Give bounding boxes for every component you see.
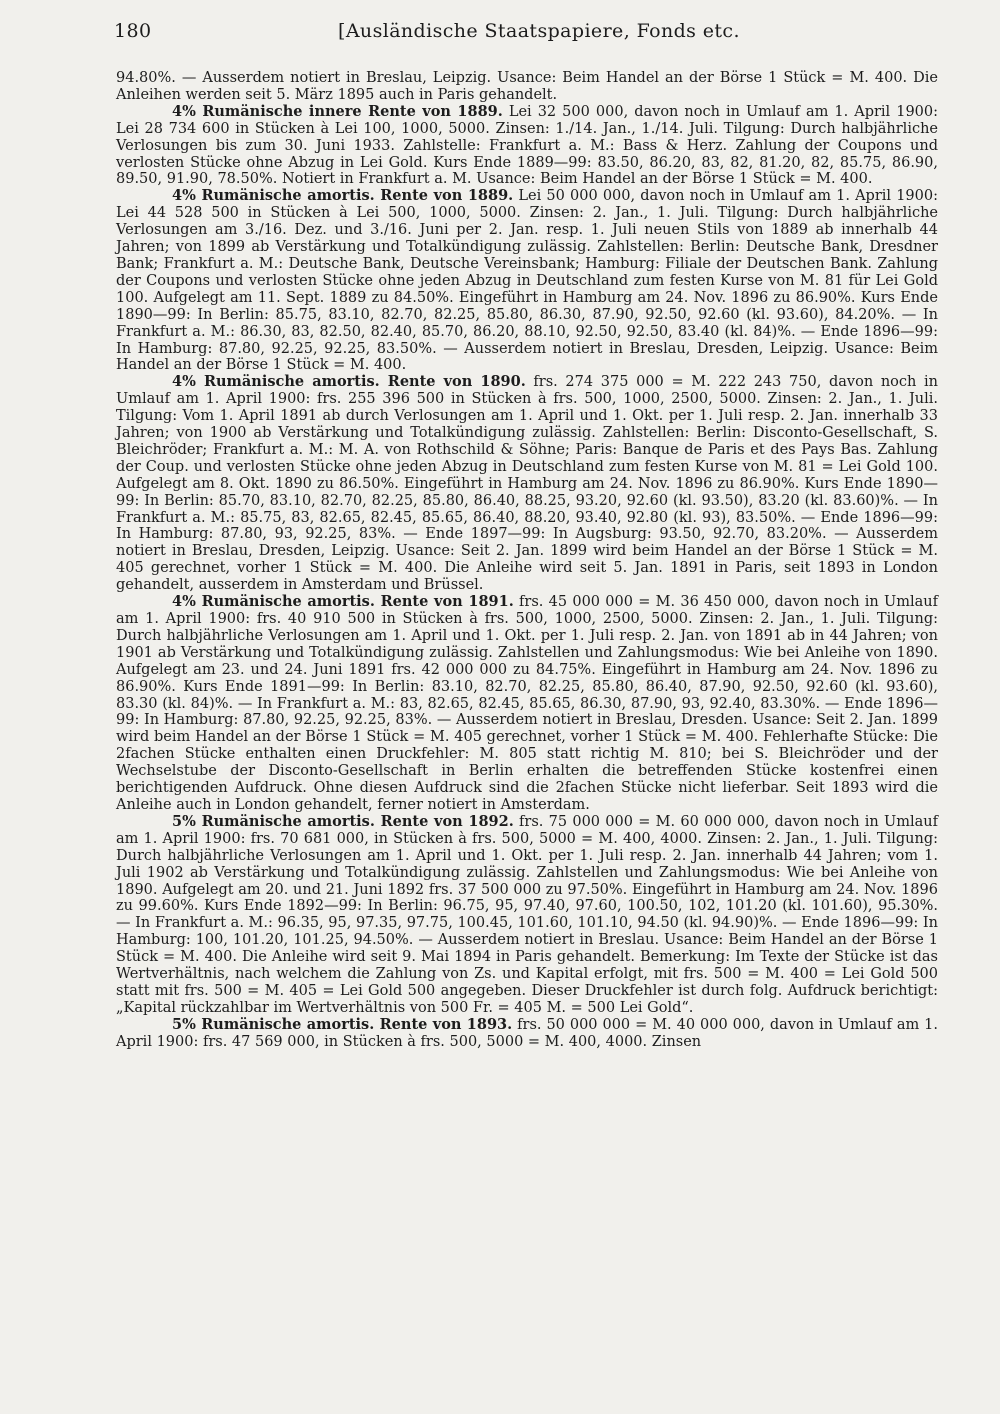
body-text [116,70,938,1051]
entry-rente-1892 [116,814,938,1017]
paragraph-continuation [116,70,938,104]
page-number: 180 [114,20,152,42]
entry-text: frs. 75 000 000 = M. 60 000 000, davon noch in Umlauf am 1. April 1900: frs. 70 681 000, in Stücken à frs. 500, 5000 = M. 400, 4000. Zinsen: 2. Jan., 1. Juli. Tilgung: Durch halbjährliche Verlosungen am 1. April und 1. Okt. per 1. Juli resp. 2. Jan. innerhalb 44 Jahren; vom 1. Juli 1902 ab Verstärkung und Totalkündigung zulässig. Zahlstellen und Zahlungsmodus: Wie bei Anleihe von 1890. Aufgelegt am 20. und 21. Juni 1892 frs. 37 500 000 zu 97.50%. Eingeführt in Hamburg am 24. Nov. 1896 zu 99.60%. Kurs Ende 1892—99: In Berlin: 96.75, 95, 97.40, 97.60, 100.50, 102, 101.20 (kl. 101.60), 95.30%. — In Frankfurt a. M.: 96.35, 95, 97.35, 97.75, 100.45, 101.60, 101.10, 94.50 (kl. 94.90)%. — Ende 1896—99: In Hamburg: 100, 101.20, 101.25, 94.50%. — Ausserdem notiert in Breslau. Usance: Beim Handel an der Börse 1 Stück = M. 400. Die Anleihe wird seit 9. Mai 1894 in Paris gehandelt. Bemerkung: Im Texte der Stücke ist das Wertverhältnis, nach welchem die Zahlung von Zs. und Kapital erfolgt, mit frs. 500 = M. 400 = Lei Gold 500 statt mit frs. 500 = M. 405 = Lei Gold 500 angegeben. Dieser Druckfehler ist durch folg. Aufdruck berichtigt: „Kapital rückzahlbar im Wertverhältnis von 500 Fr. = 405 M. = 500 Lei Gold“. [116,813,938,1016]
paragraph-text: 94.80%. — Ausserdem notiert in Breslau, Leipzig. Usance: Beim Handel an der Börse 1 Stück = M. 400. Die Anleihen werden seit 5. März 1895 auch in Paris gehandelt. [116,70,938,103]
entry-text: frs. 50 000 000 = M. 40 000 000, davon in Umlauf am 1. April 1900: frs. 47 569 000, in Stücken à frs. 500, 5000 = M. 400, 4000. Zinsen [116,1016,939,1050]
entry-rente-1891 [116,594,938,814]
running-head: [Ausländische Staatspapiere, Fonds etc. [338,20,740,42]
entry-heading: 4% Rumänische amortis. Rente von 1891. [172,593,514,611]
entry-heading: 5% Rumänische amortis. Rente von 1893. [172,1015,513,1033]
entry-rente-1889-amortis [116,188,938,374]
entry-text: Lei 50 000 000, davon noch in Umlauf am 1. April 1900: Lei 44 528 500 in Stücken à Lei 500, 1000, 5000. Zinsen: 2. Jan., 1. Juli. Tilgung: Durch halbjährliche Verlosungen am 3./16. Dez. und 3./16. Juni per 2. Jan. resp. 1. Juli neuen Stils von 1889 ab innerhalb 44 Jahren; von 1899 ab Verstärkung und Totalkündigung zulässig. Zahlstellen: Berlin: Deutsche Bank, Dresdner Bank; Frankfurt a. M.: Deutsche Bank, Deutsche Vereinsbank; Hamburg: Filiale der Deutschen Bank. Zahlung der Coupons und verlosten Stücke ohne jeden Abzug in Deutschland zum festen Kurse von M. 81 für Lei Gold 100. Aufgelegt am 11. Sept. 1889 zu 84.50%. Eingeführt in Hamburg am 24. Nov. 1896 zu 86.90%. Kurs Ende 1890—99: In Berlin: 85.75, 83.10, 82.70, 82.25, 85.80, 86.30, 87.90, 92.50, 92.60 (kl. 93.60), 84.20%. — In Frankfurt a. M.: 86.30, 83, 82.50, 82.40, 85.70, 86.20, 88.10, 92.50, 92.50, 83.40 (kl. 84)%. — Ende 1896—99: In Hamburg: 87.80, 92.25, 92.25, 83.50%. — Ausserdem notiert in Breslau, Dresden, Leipzig. Usance: Beim Handel an der Börse 1 Stück = M. 400. [116,188,938,374]
entry-rente-1893 [116,1017,938,1051]
entry-text: frs. 45 000 000 = M. 36 450 000, davon noch in Umlauf am 1. April 1900: frs. 40 910 500 in Stücken à frs. 500, 1000, 2500, 5000. Zinsen: 2. Jan., 1. Juli. Tilgung: Durch halbjährliche Verlosungen am 1. April und 1. Okt. per 1. Juli resp. 2. Jan. von 1891 ab in 44 Jahren; von 1901 ab Verstärkung und Totalkündigung zulässig. Zahlstellen und Zahlungsmodus: Wie bei Anleihe von 1890. Aufgelegt am 23. und 24. Juni 1891 frs. 42 000 000 zu 84.75%. Eingeführt in Hamburg am 24. Nov. 1896 zu 86.90%. Kurs Ende 1891—99: In Berlin: 83.10, 82.70, 82.25, 85.80, 86.40, 87.90, 92.50, 92.60 (kl. 93.60), 83.30 (kl. 84)%. — In Frankfurt a. M.: 83, 82.65, 82.45, 85.65, 86.30, 87.90, 93, 92.40, 83.30%. — Ende 1896—99: In Hamburg: 87.80, 92.25, 92.25, 83%. — Ausserdem notiert in Breslau, Dresden. Usance: Seit 2. Jan. 1899 wird beim Handel an der Börse 1 Stück = M. 405 gerechnet, vorher 1 Stück = M. 400. Fehlerhafte Stücke: Die 2fachen Stücke enthalten einen Druckfehler: M. 805 statt richtig M. 810; bei S. Bleichröder und der Wechselstube der Disconto-Gesellschaft in Berlin erhalten die betreffenden Stücke kostenfrei einen berichtigenden Aufdruck. Ohne diesen Aufdruck sind die 2fachen Stücke nicht lieferbar. Seit 1893 wird die Anleihe auch in London gehandelt, ferner notiert in Amsterdam. [116,594,938,813]
entry-rente-1889-innere [116,104,938,189]
page-header [110,20,940,50]
entry-heading: 5% Rumänische amortis. Rente von 1892. [172,812,514,830]
entry-text: frs. 274 375 000 = M. 222 243 750, davon noch in Umlauf am 1. April 1900: frs. 255 396 500 in Stücken à frs. 500, 1000, 2500, 5000. Zinsen: 2. Jan., 1. Juli. Tilgung: Vom 1. April 1891 ab durch Verlosungen am 1. April und 1. Okt. per 1. Juli resp. 2. Jan. innerhalb 33 Jahren; von 1900 ab Verstärkung und Totalkündigung zulässig. Zahlstellen: Berlin: Disconto-Gesellschaft, S. Bleichröder; Frankfurt a. M.: M. A. von Rothschild & Söhne; Paris: Banque de Paris et des Pays Bas. Zahlung der Coup. und verlosten Stücke ohne jeden Abzug in Deutschland zum festen Kurse von M. 81 = Lei Gold 100. Aufgelegt am 8. Okt. 1890 zu 86.50%. Eingeführt in Hamburg am 24. Nov. 1896 zu 86.90%. Kurs Ende 1890—99: In Berlin: 85.70, 83.10, 82.70, 82.25, 85.80, 86.40, 88.25, 93.20, 92.60 (kl. 93.50), 83.20 (kl. 83.60)%. — In Frankfurt a. M.: 85.75, 83, 82.65, 82.45, 85.65, 86.40, 88.20, 93.40, 92.80 (kl. 93), 83.50%. — Ende 1896—99: In Hamburg: 87.80, 93, 92.25, 83%. — Ende 1897—99: In Augsburg: 93.50, 92.70, 83.20%. — Ausserdem notiert in Breslau, Dresden, Leipzig. Usance: Seit 2. Jan. 1899 wird beim Handel an der Börse 1 Stück = M. 405 gerechnet, vorher 1 Stück = M. 400. Die Anleihe wird seit 5. Jan. 1891 in Paris, seit 1893 in London gehandelt, ausserdem in Amsterdam und Brüssel. [116,374,939,594]
entry-heading: 4% Rumänische amortis. Rente von 1889. [172,187,514,205]
entry-text: Lei 32 500 000, davon noch in Umlauf am 1. April 1900: Lei 28 734 600 in Stücken à Lei 100, 1000, 5000. Zinsen: 1./14. Jan., 1./14. Juli. Tilgung: Durch halbjährliche Verlosungen bis zum 30. Juni 1933. Zahlstelle: Frankfurt a. M.: Bass & Herz. Zahlung der Coupons und verlosten Stücke ohne Abzug in Lei Gold. Kurs Ende 1889—99: 83.50, 86.20, 83, 82, 81.20, 82, 85.75, 86.90, 89.50, 91.90, 78.50%. Notiert in Frankfurt a. M. Usance: Beim Handel an der Börse 1 Stück = M. 400. [116,103,939,188]
entry-rente-1890 [116,374,938,594]
entry-heading: 4% Rumänische innere Rente von 1889. [172,102,503,120]
entry-heading: 4% Rumänische amortis. Rente von 1890. [172,373,526,391]
